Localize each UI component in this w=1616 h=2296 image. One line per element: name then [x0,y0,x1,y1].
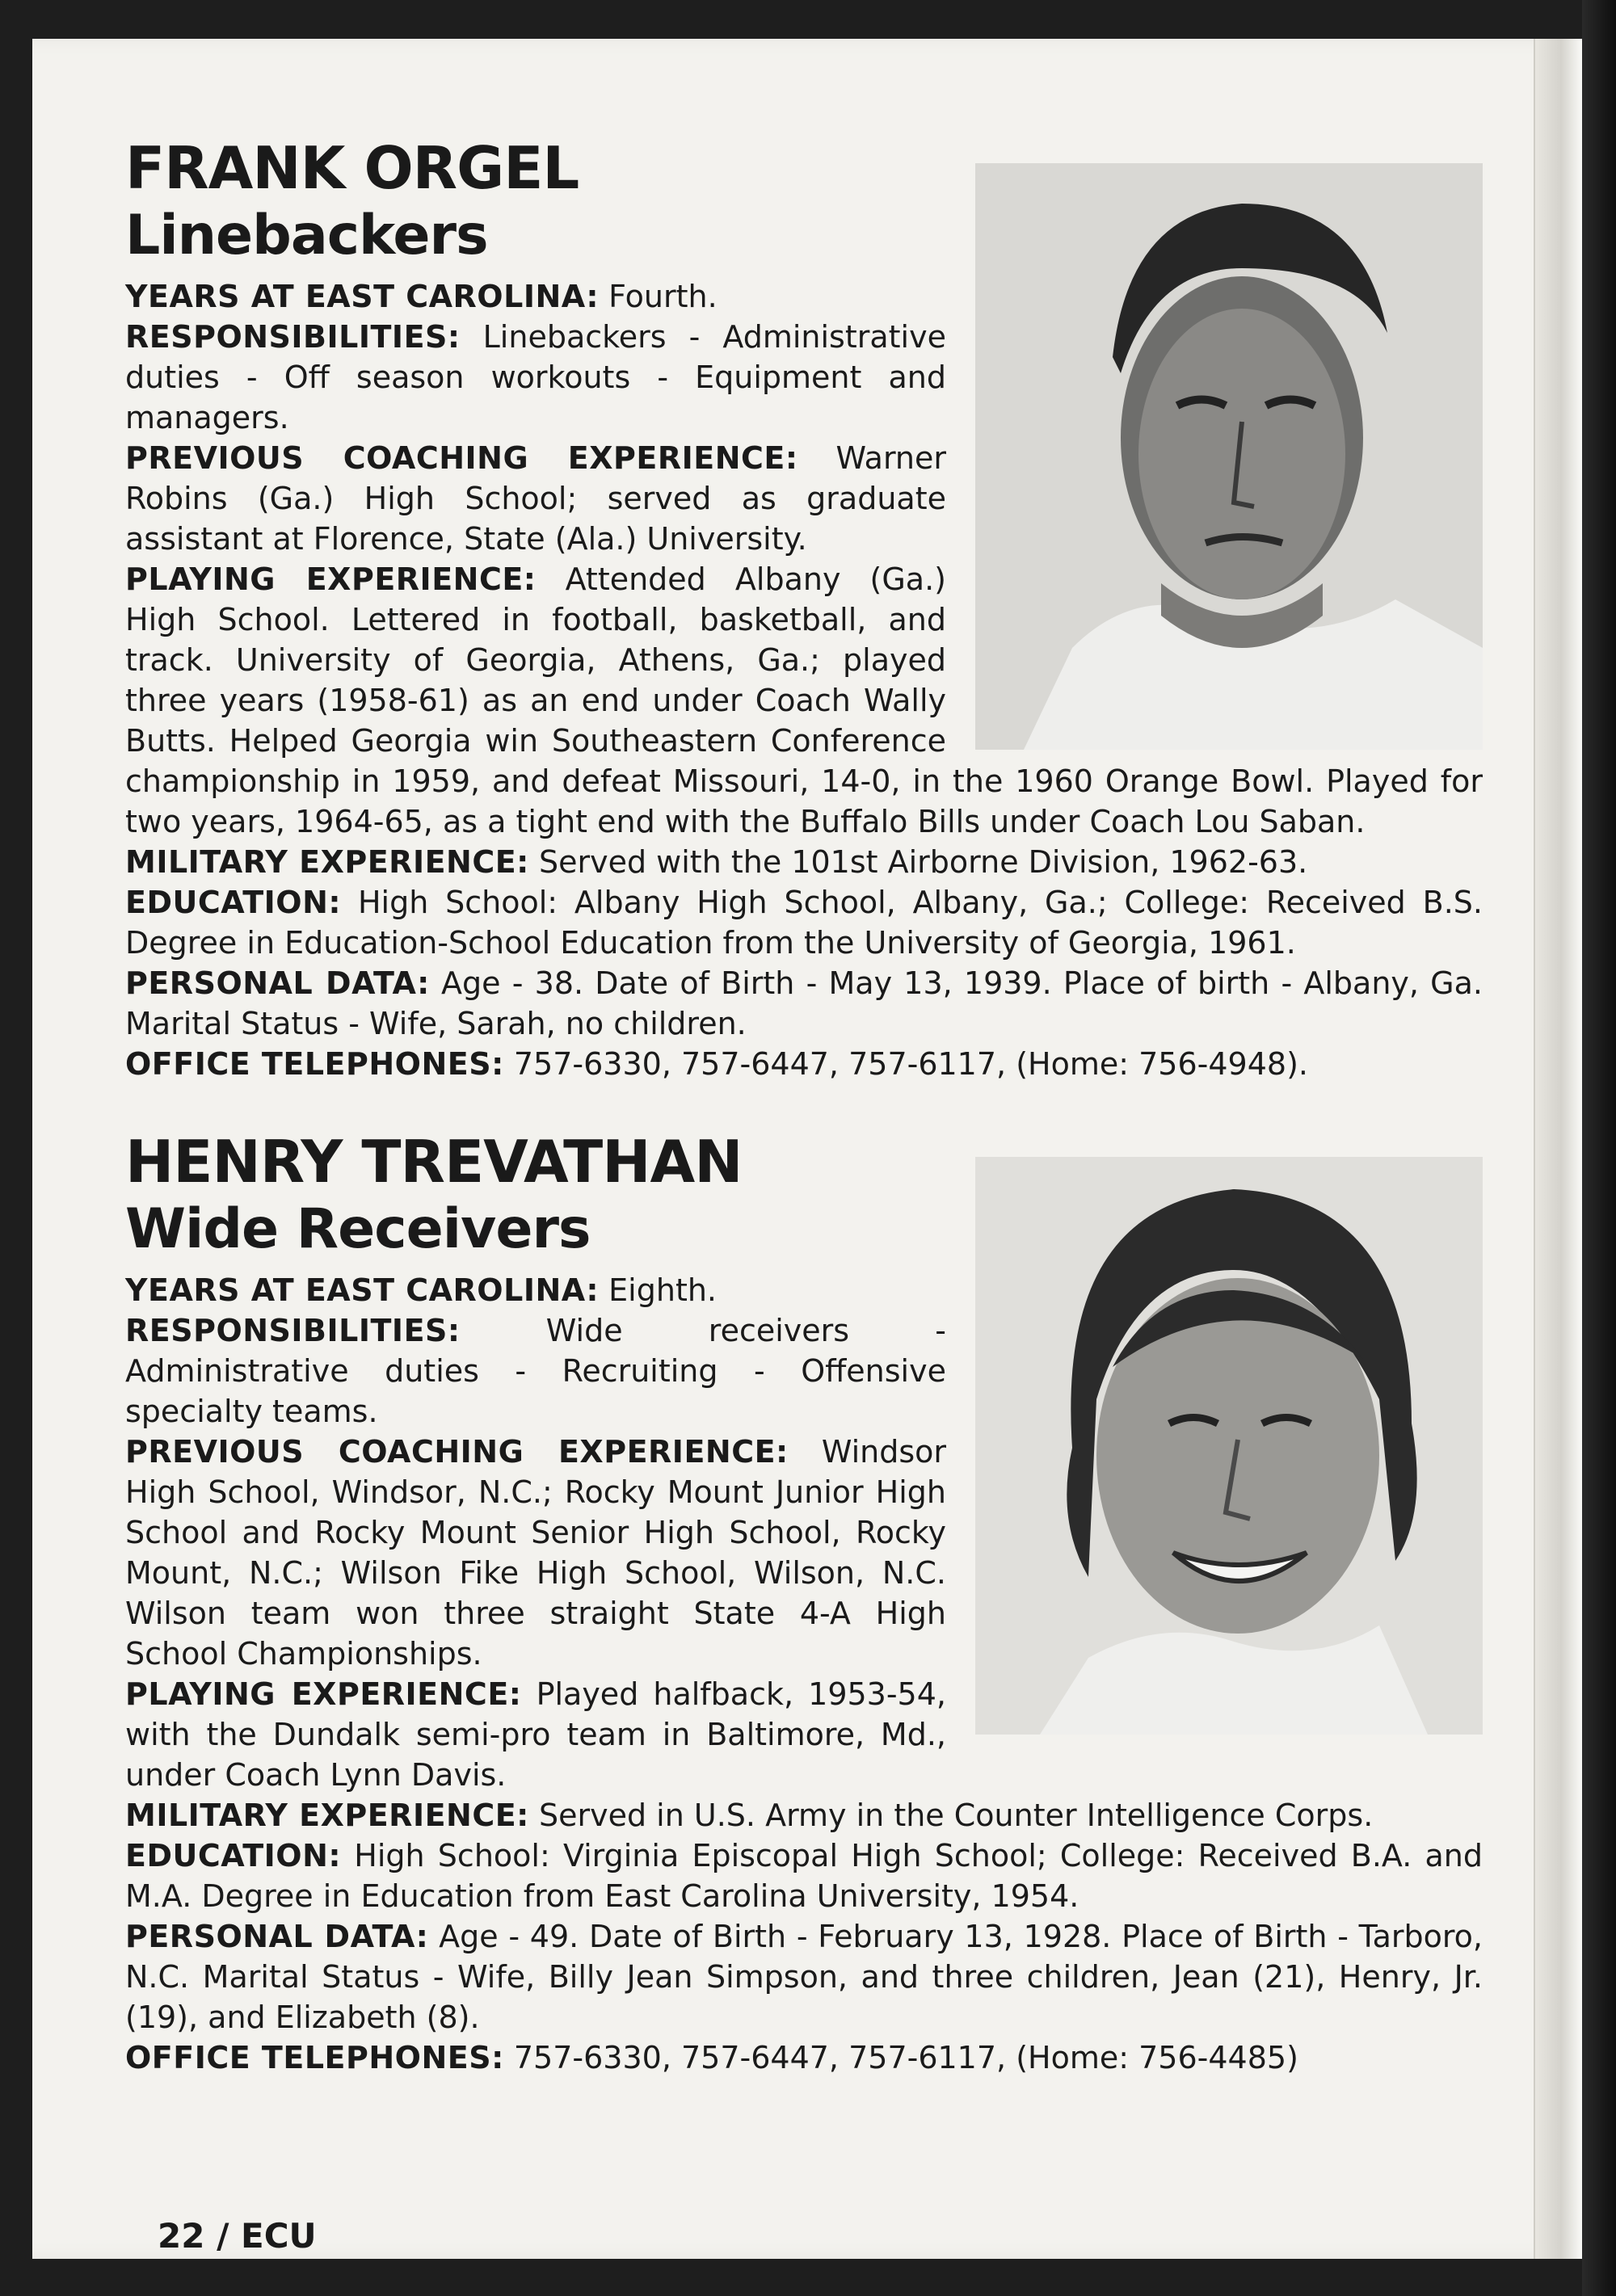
entry-military [125,1795,1483,1836]
entry-label: RESPONSIBILITIES: [125,319,461,355]
entry-label: MILITARY EXPERIENCE: [125,1798,529,1833]
entry-label: OFFICE TELEPHONES: [125,1046,504,1082]
portrait-illustration [975,1157,1483,1735]
coach-position: Linebackers [125,204,488,267]
entry-label: PLAYING EXPERIENCE: [125,561,537,597]
entry-text: Age - 38. Date of Birth - May 13, 1939. Place of birth - Albany, Ga. Marital Status - Wife, Sarah, no children. [125,965,1483,1041]
entry-text: Warner Robins (Ga.) High School; served as graduate assistant at Florence, State (Ala.) University. [125,440,946,557]
entry-education [125,1836,1483,1916]
portrait-illustration [975,163,1483,750]
entry-label: PREVIOUS COACHING EXPERIENCE: [125,1434,789,1470]
entry-text: High School: Albany High School, Albany, Ga.; College: Received B.S. Degree in Education-School Education from the University of Georgia, 1961. [125,885,1483,961]
document-page [32,39,1582,2259]
entry-label: PERSONAL DATA: [125,965,430,1001]
coach-photo [975,163,1483,750]
entry-education [125,882,1483,963]
entry-label: PERSONAL DATA: [125,1919,429,1954]
entry-text: 757-6330, 757-6447, 757-6117, (Home: 756-4485) [513,2040,1298,2075]
entry-text: Served in U.S. Army in the Counter Intelligence Corps. [538,1798,1374,1833]
entry-text: Age - 49. Date of Birth - February 13, 1928. Place of Birth - Tarboro, N.C. Marital Status - Wife, Billy Jean Simpson, and three children, Jean (21), Henry, Jr. (19), and Elizabeth (8). [125,1919,1483,2035]
entry-telephones [125,2037,1483,2078]
coach-name: HENRY TREVATHAN [125,1128,743,1196]
entry-label: OFFICE TELEPHONES: [125,2040,504,2075]
entry-label: PLAYING EXPERIENCE: [125,1676,522,1712]
entry-text: Wide receivers - Administrative duties - Recruiting - Offensive specialty teams. [125,1313,946,1429]
entry-text: Fourth. [608,279,718,314]
coach-photo [975,1157,1483,1735]
page-footer: 22 / ECU [158,2216,317,2256]
background-edge [1582,0,1616,2296]
coach-name: FRANK ORGEL [125,134,579,202]
entry-personal [125,1916,1483,2037]
entry-label: RESPONSIBILITIES: [125,1313,461,1348]
entry-text: Played halfback, 1953-54, with the Dundalk semi-pro team in Baltimore, Md., under Coach Lynn Davis. [125,1676,946,1793]
entry-text: Windsor High School, Windsor, N.C.; Rocky Mount Junior High School and Rocky Mount Senior High School, Rocky Mount, N.C.; Wilson Fike High School, Wilson, N.C. Wilson team won three straight State 4-A High School Championships. [125,1434,946,1672]
entry-label: EDUCATION: [125,885,342,920]
entry-text: 757-6330, 757-6447, 757-6117, (Home: 756-4948). [513,1046,1308,1082]
entry-label: YEARS AT EAST CAROLINA: [125,1272,600,1308]
coach-profile-trevathan [125,1129,1483,2078]
entry-personal [125,963,1483,1044]
entry-label: PREVIOUS COACHING EXPERIENCE: [125,440,798,476]
entry-text: High School: Virginia Episcopal High School; College: Received B.A. and M.A. Degree in Education from East Carolina University, 1954. [125,1838,1483,1914]
entry-text: Attended Albany (Ga.) High School. Lettered in football, basketball, and track. University of Georgia, Athens, Ga.; played three years (1958-61) as an end under Coach Wally Butts. Helped Georgia win Southeastern Conference championship in 1959, and defeat Missouri, 14-0, in the 1960 Orange Bowl. Played for two years, 1964-65, as a tight end with the Buffalo Bills under Coach Lou Saban. [125,561,1483,839]
entry-military [125,842,1483,882]
entry-text: Linebackers - Administrative duties - Off season workouts - Equipment and managers. [125,319,946,435]
coach-position: Wide Receivers [125,1197,591,1261]
entry-telephones [125,1044,1483,1084]
entry-label: YEARS AT EAST CAROLINA: [125,279,600,314]
entry-label: MILITARY EXPERIENCE: [125,844,529,880]
entry-text: Served with the 101st Airborne Division, 1962-63. [538,844,1308,880]
entry-label: EDUCATION: [125,1838,342,1873]
coach-profile-orgel [125,136,1483,1084]
page-binding [1534,39,1582,2259]
entry-text: Eighth. [608,1272,718,1308]
